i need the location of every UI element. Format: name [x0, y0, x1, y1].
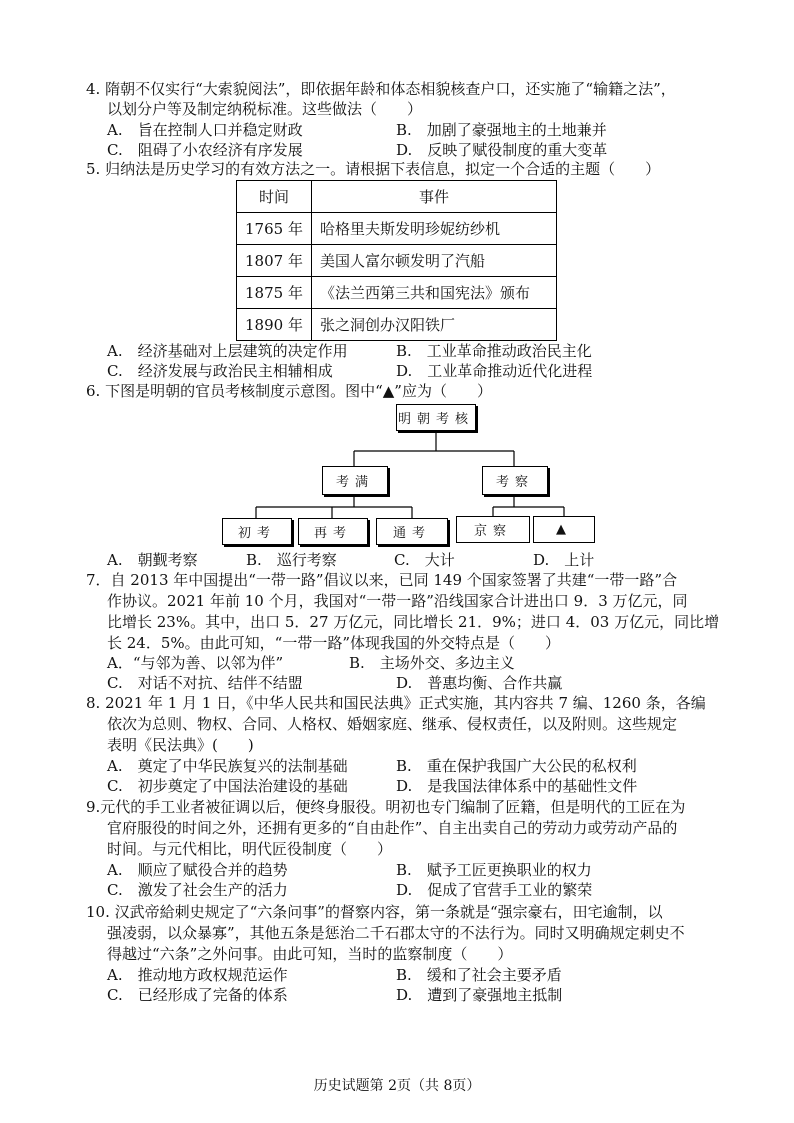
- q7-stem-line2: 作协议。2021 年前 10 个月，我国对“一带一路”沿线国家合计进出口 9．3 万亿元，同: [107, 592, 688, 610]
- table-cell-year: 1765 年: [237, 213, 312, 245]
- q9-stem-line3: 时间。与元代相比，明代匠役制度（ ）: [107, 840, 393, 858]
- diagram-node-zaikao: 再考: [298, 518, 368, 545]
- q7-option-c[interactable]: C. 对话不对抗、结伴不结盟: [107, 674, 303, 692]
- table-cell-year: 1807 年: [237, 245, 312, 277]
- diagram-node-unknown-triangle: ▲: [533, 516, 595, 543]
- q6-option-d[interactable]: D. 上计: [533, 551, 595, 569]
- diagram-node-jingcha: 京察: [456, 516, 530, 543]
- q8-stem-line1: 8. 2021 年 1 月 1 日，《中华人民共和国民法典》正式实施，其内容共 7 编、1260 条，各编: [86, 694, 706, 712]
- q4-option-b[interactable]: B. 加剧了豪强地主的土地兼并: [396, 121, 607, 139]
- q4-option-c[interactable]: C. 阻碍了小农经济有序发展: [107, 141, 303, 159]
- q4-stem-line1: 4. 隋朝不仅实行“大索貌阅法”，即依据年龄和体态相貌核查户口，还实施了“输籍之法”，: [86, 80, 676, 98]
- q6-option-b[interactable]: B. 巡行考察: [246, 551, 337, 569]
- q4-option-d[interactable]: D. 反映了赋役制度的重大变革: [396, 141, 608, 159]
- diagram-node-kaocha: 考察: [482, 466, 548, 495]
- q9-stem-line1: 9.元代的手工业者被征调以后，便终身服役。明初也专门编制了匠籍，但是明代的工匠在为: [86, 798, 686, 816]
- q9-option-d[interactable]: D. 促成了官营手工业的繁荣: [396, 881, 593, 899]
- q7-stem-line1: 7．自 2013 年中国提出“一带一路”倡议以来，已同 149 个国家签署了共建“一带一路”合: [86, 571, 678, 589]
- q4-stem-line2: 以划分户等及制定纳税标准。这些做法（ ）: [107, 100, 423, 118]
- q5-option-b[interactable]: B. 工业革命推动政治民主化: [396, 342, 592, 360]
- q5-option-c[interactable]: C. 经济发展与政治民主相辅相成: [107, 362, 333, 380]
- q6-stem-line1: 6. 下图是明朝的官员考核制度示意图。图中“▲”应为（ ）: [86, 382, 492, 400]
- diagram-connectors: [0, 0, 794, 560]
- table-cell-event: 《法兰西第三共和国宪法》颁布: [311, 277, 556, 309]
- q8-option-c[interactable]: C. 初步奠定了中国法治建设的基础: [107, 777, 348, 795]
- table-header-time: 时间: [237, 181, 312, 213]
- q5-stem-line1: 5. 归纳法是历史学习的有效方法之一。请根据下表信息，拟定一个合适的主题（ ）: [86, 160, 661, 178]
- q7-stem-line3: 比增长 23%。其中，出口 5．27 万亿元，同比增长 21．9%；进口 4．03 万亿元，同比增: [107, 613, 720, 631]
- q9-option-c[interactable]: C. 激发了社会生产的活力: [107, 881, 288, 899]
- table-cell-year: 1890 年: [237, 309, 312, 341]
- q6-option-c[interactable]: C. 大计: [394, 551, 455, 569]
- page-footer: 历史试题第 2页（共 8页）: [313, 1078, 481, 1094]
- diagram-node-tongkao: 通考: [376, 518, 448, 545]
- q10-option-d[interactable]: D. 遭到了豪强地主抵制: [396, 986, 563, 1004]
- q7-option-a[interactable]: A．“与邻为善、以邻为伴”: [107, 654, 284, 672]
- q7-stem-line4: 长 24．5%。由此可知，“一带一路”体现我国的外交特点是（ ）: [107, 634, 560, 652]
- q9-option-b[interactable]: B. 赋予工匠更换职业的权力: [396, 861, 592, 879]
- diagram-root-node: 明朝考核: [396, 404, 476, 431]
- table-cell-event: 哈格里夫斯发明珍妮纺纱机: [311, 213, 556, 245]
- diagram-node-chukao: 初考: [222, 518, 292, 545]
- q10-stem-line3: 得越过“六条”之外问事。由此可知，当时的监察制度（ ）: [107, 945, 513, 963]
- q8-option-a[interactable]: A. 奠定了中华民族复兴的法制基础: [107, 757, 348, 775]
- q5-option-a[interactable]: A. 经济基础对上层建筑的决定作用: [107, 342, 348, 360]
- q7-option-b[interactable]: B. 主场外交、多边主义: [349, 654, 515, 672]
- table-cell-year: 1875 年: [237, 277, 312, 309]
- q8-option-d[interactable]: D. 是我国法律体系中的基础性文件: [396, 777, 638, 795]
- q10-stem-line2: 强凌弱，以众暴寡”，其他五条是惩治二千石郡太守的不法行为。同时又明确规定刺史不: [107, 924, 685, 942]
- q9-option-a[interactable]: A. 顺应了赋役合并的趋势: [107, 861, 288, 879]
- q8-stem-line3: 表明《民法典》( ): [107, 736, 254, 754]
- diagram-node-kaoman: 考满: [322, 466, 388, 495]
- q10-option-c[interactable]: C. 已经形成了完备的体系: [107, 986, 288, 1004]
- table-cell-event: 美国人富尔顿发明了汽船: [311, 245, 556, 277]
- q10-stem-line1: 10. 汉武帝給刺史规定了“六条问事”的督察内容，第一条就是“强宗豪右，田宅逾制，以: [86, 903, 663, 921]
- q8-option-b[interactable]: B. 重在保护我国广大公民的私权利: [396, 757, 637, 775]
- q6-option-a[interactable]: A. 朝觐考察: [107, 551, 198, 569]
- table-header-event: 事件: [311, 181, 556, 213]
- q10-option-a[interactable]: A. 推动地方政权规范运作: [107, 966, 288, 984]
- table-cell-event: 张之洞创办汉阳铁厂: [311, 309, 556, 341]
- q5-option-d[interactable]: D. 工业革命推动近代化进程: [396, 362, 593, 380]
- q7-option-d[interactable]: D. 普惠均衡、合作共赢: [396, 674, 563, 692]
- q9-stem-line2: 官府服役的时间之外，还拥有更多的“自由赴作”、自主出卖自己的劳动力或劳动产品的: [107, 819, 678, 837]
- q8-stem-line2: 依次为总则、物权、合同、人格权、婚姻家庭、继承、侵权责任，以及附则。这些规定: [107, 715, 678, 733]
- q10-option-b[interactable]: B. 缓和了社会主要矛盾: [396, 966, 562, 984]
- q4-option-a[interactable]: A. 旨在控制人口并稳定财政: [107, 121, 303, 139]
